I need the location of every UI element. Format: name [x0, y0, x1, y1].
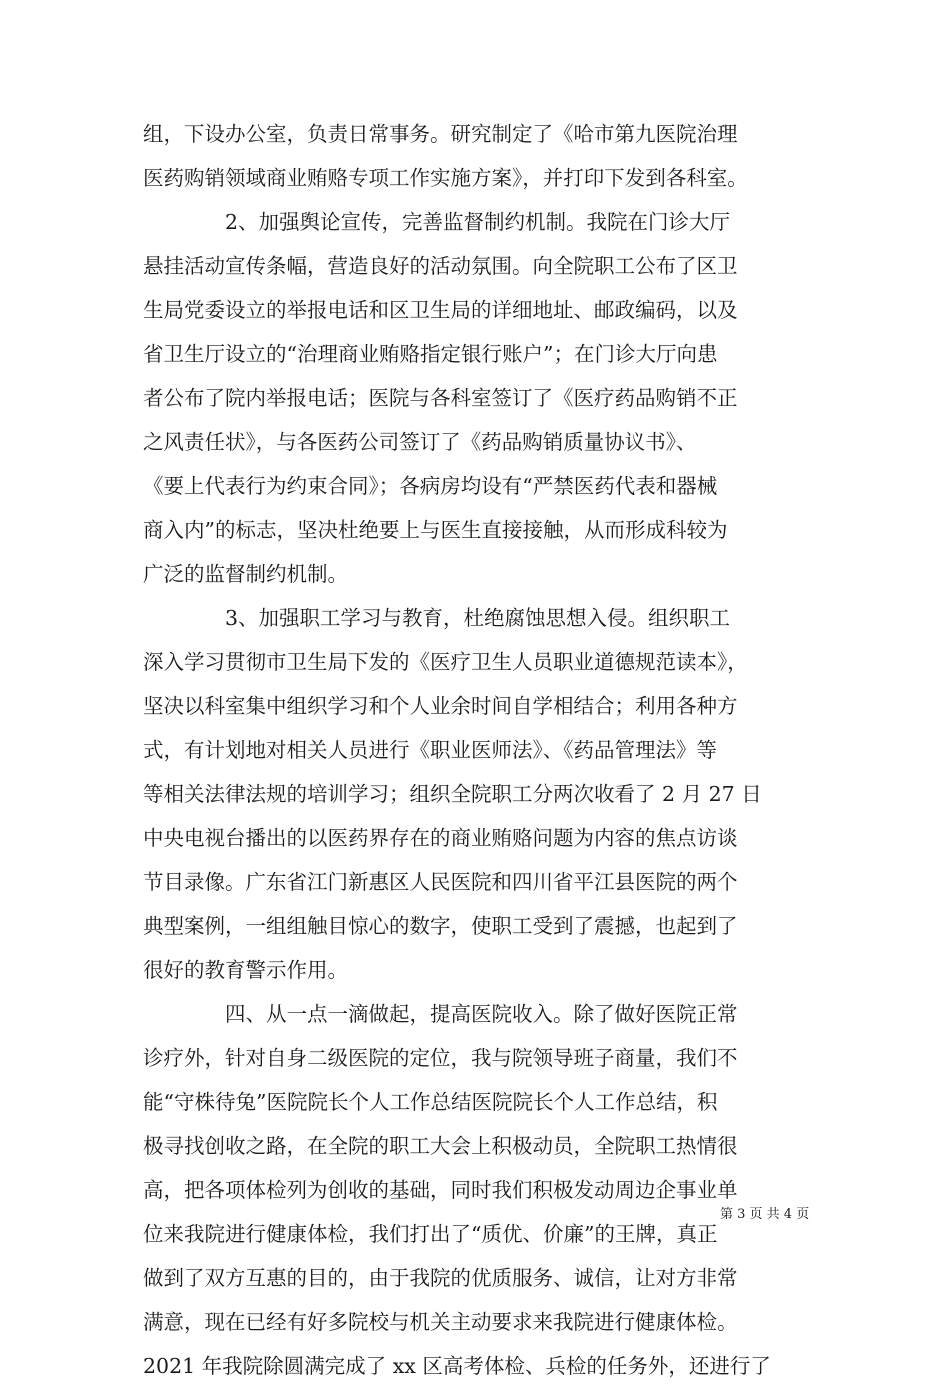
text-line: 商入内”的标志，坚决杜绝要上与医生直接接触，从而形成科较为 — [143, 518, 728, 542]
text-line: 广泛的监督制约机制。 — [143, 562, 348, 586]
text-line: 生局党委设立的举报电话和区卫生局的详细地址、邮政编码，以及 — [143, 298, 738, 322]
page-number-footer: 第 3 页 共 4 页 — [720, 1207, 810, 1222]
text-line: 《要上代表行为约束合同》；各病房均设有“严禁医药代表和器械 — [143, 474, 718, 498]
paragraph-start-line: 3、加强职工学习与教育，杜绝腐蚀思想入侵。组织职工 — [225, 606, 731, 630]
text-line: 满意，现在已经有好多院校与机关主动要求来我院进行健康体检。 — [143, 1310, 738, 1334]
text-line: 医药购销领域商业贿赂专项工作实施方案》，并打印下发到各科室。 — [143, 166, 748, 190]
text-line: 深入学习贯彻市卫生局下发的《医疗卫生人员职业道德规范读本》， — [143, 650, 748, 674]
text-line: 中央电视台播出的以医药界存在的商业贿赂问题为内容的焦点访谈 — [143, 826, 738, 850]
paragraph-start-line: 2、加强舆论宣传，完善监督制约机制。我院在门诊大厅 — [225, 210, 731, 234]
paragraph-start-line: 四、从一点一滴做起，提高医院收入。除了做好医院正常 — [225, 1002, 738, 1026]
text-line: 高，把各项体检列为创收的基础，同时我们积极发动周边企事业单 — [143, 1178, 738, 1202]
text-line: 等相关法律法规的培训学习；组织全院职工分两次收看了 2 月 27 日 — [143, 782, 762, 806]
body-text — [143, 112, 815, 1388]
text-line: 之风责任状》，与各医药公司签订了《药品购销质量协议书》、 — [143, 430, 697, 454]
text-line: 诊疗外，针对自身二级医院的定位，我与院领导班子商量，我们不 — [143, 1046, 738, 1070]
text-line: 2021 年我院除圆满完成了 xx 区高考体检、兵检的任务外，还进行了 — [143, 1354, 771, 1378]
text-line: 式，有计划地对相关人员进行《职业医师法》、《药品管理法》等 — [143, 738, 717, 762]
text-line: 者公布了院内举报电话；医院与各科室签订了《医疗药品购销不正 — [143, 386, 738, 410]
text-line: 悬挂活动宣传条幅，营造良好的活动氛围。向全院职工公布了区卫 — [143, 254, 738, 278]
text-line: 位来我院进行健康体检，我们打出了“质优、价廉”的王牌，真正 — [143, 1222, 718, 1246]
text-line: 坚决以科室集中组织学习和个人业余时间自学相结合；利用各种方 — [143, 694, 738, 718]
text-line: 做到了双方互惠的目的，由于我院的优质服务、诚信，让对方非常 — [143, 1266, 738, 1290]
text-line: 很好的教育警示作用。 — [143, 958, 348, 982]
text-line: 省卫生厅设立的“治理商业贿赂指定银行账户”；在门诊大厅向患 — [143, 342, 718, 366]
text-line: 极寻找创收之路，在全院的职工大会上积极动员，全院职工热情很 — [143, 1134, 738, 1158]
text-line: 典型案例，一组组触目惊心的数字，使职工受到了震撼，也起到了 — [143, 914, 738, 938]
text-line: 节目录像。广东省江门新惠区人民医院和四川省平江县医院的两个 — [143, 870, 738, 894]
text-line: 组，下设办公室，负责日常事务。研究制定了《哈市第九医院治理 — [143, 122, 738, 146]
text-line: 能“守株待兔”医院院长个人工作总结医院院长个人工作总结，积 — [143, 1090, 718, 1114]
